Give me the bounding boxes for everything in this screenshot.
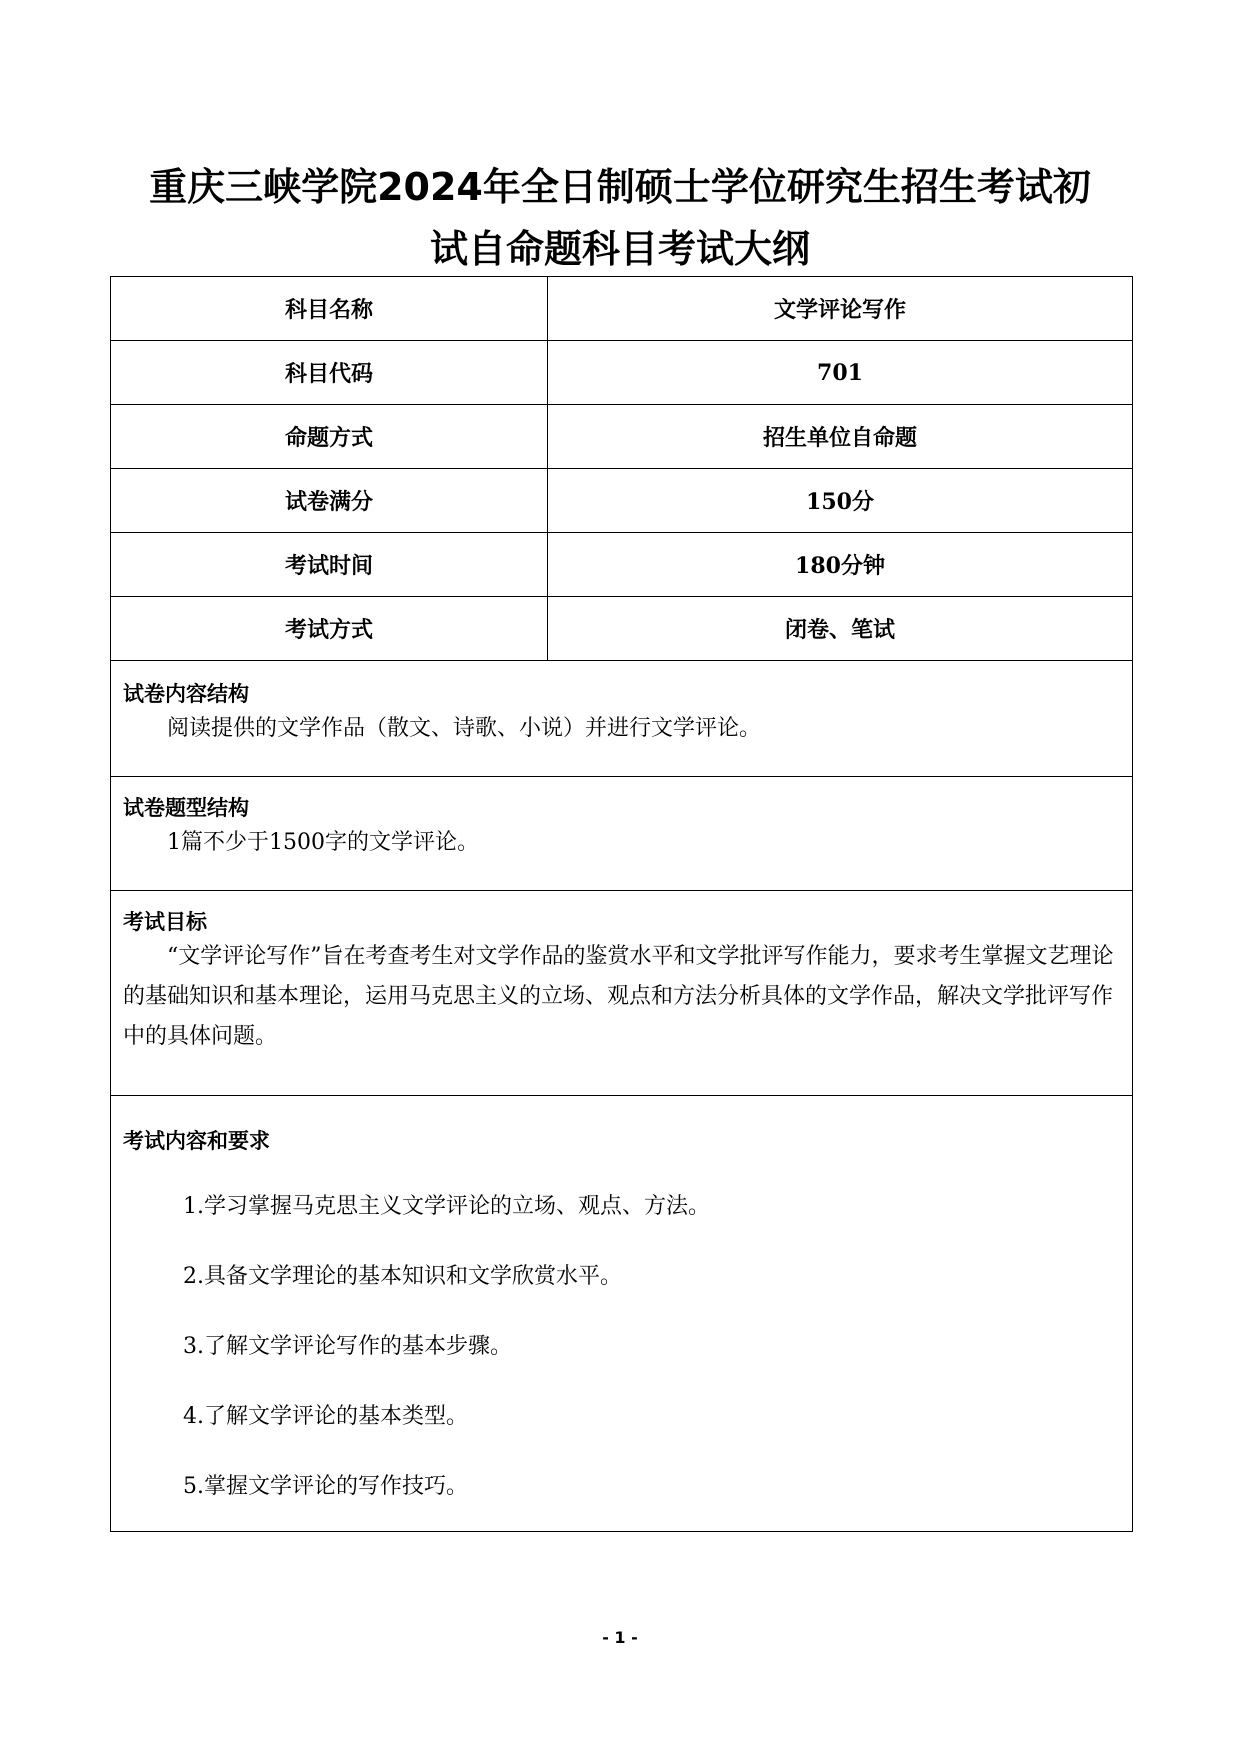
row-label-exam-time: 考试时间 [111,533,548,597]
section-heading: 试卷题型结构 [123,796,249,820]
row-value-proposition-method: 招生单位自命题 [548,405,1133,469]
row-label-proposition-method: 命题方式 [111,405,548,469]
page-number: - 1 - [602,1628,638,1647]
row-label-exam-format: 考试方式 [111,597,548,661]
list-item: 2.具备文学理论的基本知识和文学欣赏水平。 [183,1264,622,1289]
table-row [111,597,1133,661]
row-value-subject-code: 701 [548,341,1133,405]
table-row [111,405,1133,469]
section-question-structure [111,777,1133,891]
list-item: 4.了解文学评论的基本类型。 [183,1404,468,1429]
document-title-line-1: 重庆三峡学院2024年全日制硕士学位研究生招生考试初 [149,165,1091,209]
table-row [111,533,1133,597]
section-heading: 试卷内容结构 [123,682,249,706]
list-item: 5.掌握文学评论的写作技巧。 [183,1474,468,1499]
list-item: 1.学习掌握马克思主义文学评论的立场、观点、方法。 [183,1194,710,1219]
section-text: “文学评论写作”旨在考查考生对文学作品的鉴赏水平和文学批评写作能力，要求考生掌握文艺理论的基础知识和基本理论，运用马克思主义的立场、观点和方法分析具体的文学作品，解决文学批评写作中的具体问题。 [123,944,1114,1049]
row-value-exam-time: 180分钟 [548,533,1133,597]
row-value-exam-format: 闭卷、笔试 [548,597,1133,661]
section-exam-requirements [111,1096,1133,1532]
row-label-subject-name: 科目名称 [111,277,548,341]
row-value-full-score: 150分 [548,469,1133,533]
requirements-list [123,1192,1120,1502]
document-title-line-2: 试自命题科目考试大纲 [429,227,810,271]
section-heading: 考试目标 [123,910,207,934]
row-value-subject-name: 文学评论写作 [548,277,1133,341]
section-text: 1篇不少于1500字的文学评论。 [167,830,479,855]
list-item: 3.了解文学评论写作的基本步骤。 [183,1334,512,1359]
section-text: 阅读提供的文学作品（散文、诗歌、小说）并进行文学评论。 [167,716,762,741]
row-label-full-score: 试卷满分 [111,469,548,533]
section-heading: 考试内容和要求 [123,1129,270,1153]
table-row [111,341,1133,405]
table-row [111,469,1133,533]
table-row [111,277,1133,341]
section-exam-goal [111,891,1133,1096]
row-label-subject-code: 科目代码 [111,341,548,405]
section-content-structure [111,661,1133,777]
exam-outline-table [110,276,1133,1532]
